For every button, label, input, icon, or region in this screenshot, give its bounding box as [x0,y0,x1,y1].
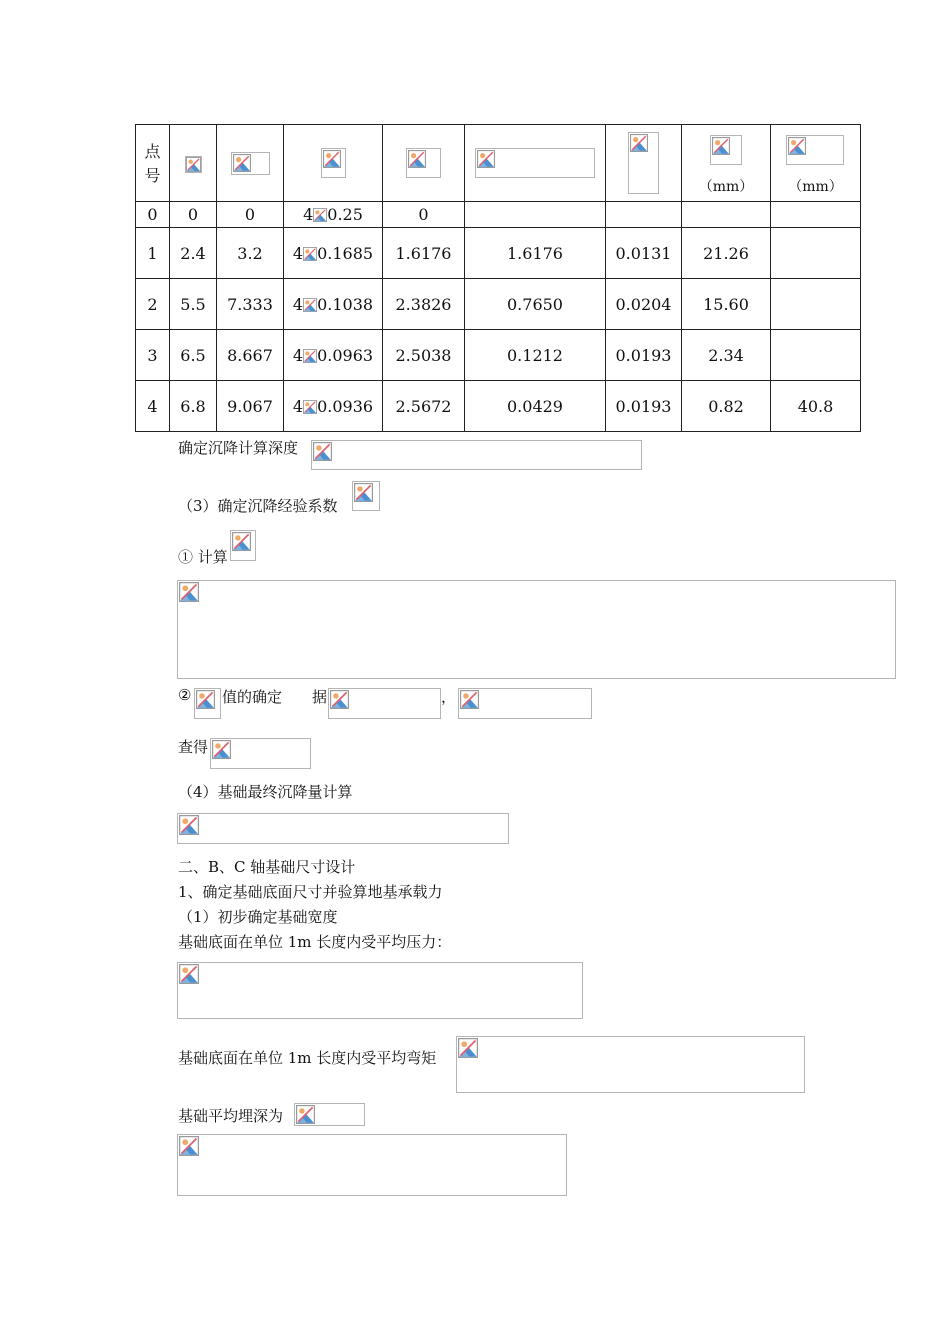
cell-coef: 0.0131 [606,228,682,279]
broken-image-icon [460,690,479,709]
formula-image [710,135,742,165]
broken-image-icon [303,298,317,312]
cell-no: 0 [136,202,170,228]
cell-zalpha: 1.6176 [383,228,465,279]
table-row [136,279,861,330]
cell-z: 6.8 [170,381,217,432]
formula-image [177,962,583,1019]
broken-image-icon [303,349,317,363]
cell-ratio: 0 [217,202,284,228]
formula-image [294,1103,365,1126]
broken-image-icon [179,582,199,602]
broken-image-icon [330,690,349,709]
cell-coef: 0.0204 [606,279,682,330]
step4-heading: （4）基础最终沉降量计算 [178,783,353,801]
cell-ds: 2.34 [682,330,771,381]
broken-image-icon [303,247,317,261]
cell-ds: 0.82 [682,381,771,432]
table-row [136,202,861,228]
broken-image-icon [212,740,231,759]
cell-ds: 21.26 [682,228,771,279]
unit-label: （mm） [698,179,754,195]
broken-image-icon [313,208,327,222]
broken-image-icon [630,134,648,152]
header-point-no: 点号 [136,125,170,202]
lookup-label: 查得 [178,738,209,756]
broken-image-icon [408,150,426,168]
formula-image [311,440,642,470]
step2-label: 值的确定 [222,688,283,706]
comma-text: ， [441,688,457,706]
formula-image [458,688,592,719]
cell-ratio: 3.2 [217,228,284,279]
cell-no: 3 [136,330,170,381]
cell-ratio: 8.667 [217,330,284,381]
broken-image-icon [303,400,317,414]
broken-image-icon [296,1105,315,1124]
header-alpha [284,125,383,202]
cell-zalpha: 0 [383,202,465,228]
formula-image [456,1036,805,1093]
header-coef [606,125,682,202]
settle-depth-label: 确定沉降计算深度 [178,439,299,457]
subsection1-1-heading: （1）初步确定基础宽度 [178,908,338,926]
settle-depth-line [178,437,298,458]
table-row [136,330,861,381]
cell-s [771,330,861,381]
cell-no: 4 [136,381,170,432]
formula-image [185,156,202,173]
header-ratio [217,125,284,202]
broken-image-icon [477,150,495,168]
cell-alpha: 4 0.0936 [284,381,383,432]
header-dzalpha [465,125,606,202]
broken-image-icon [186,157,201,172]
cell-zalpha: 2.5038 [383,330,465,381]
cell-ratio: 9.067 [217,381,284,432]
cell-dzalpha: 0.1212 [465,330,606,381]
broken-image-icon [712,137,730,155]
formula-image [210,738,311,769]
formula-image [786,135,844,165]
cell-z: 5.5 [170,279,217,330]
broken-image-icon [313,442,332,461]
calc1-label: ① 计算 [178,548,228,566]
header-s [771,125,861,202]
broken-image-icon [232,532,251,551]
avg-moment-label: 基础底面在单位 1m 长度内受平均弯矩 [178,1049,437,1067]
table-header-row [136,125,861,202]
cell-ratio: 7.333 [217,279,284,330]
cell-alpha: 4 0.0963 [284,330,383,381]
formula-image [321,148,346,178]
cell-s [771,202,861,228]
formula-image [177,580,896,679]
step2-by-label: 据 [312,688,328,706]
cell-ds: 15.60 [682,279,771,330]
formula-image [231,152,270,175]
cell-coef: 0.0193 [606,330,682,381]
broken-image-icon [788,137,806,155]
avg-pressure-label: 基础底面在单位 1m 长度内受平均压力： [178,933,452,951]
cell-z: 2.4 [170,228,217,279]
formula-image [177,813,509,844]
formula-image [177,1134,567,1196]
cell-dzalpha [465,202,606,228]
header-zalpha [383,125,465,202]
broken-image-icon [233,154,251,172]
broken-image-icon [196,690,215,709]
step2-marker: ② [178,686,192,704]
cell-z: 6.5 [170,330,217,381]
cell-z: 0 [170,202,217,228]
avg-depth-label: 基础平均埋深为 [178,1107,284,1125]
broken-image-icon [323,150,341,168]
table-row [136,228,861,279]
subsection1-heading: 1、确定基础底面尺寸并验算地基承载力 [178,883,443,901]
formula-image [406,148,441,178]
cell-no: 2 [136,279,170,330]
cell-dzalpha: 0.7650 [465,279,606,330]
broken-image-icon [354,483,373,502]
broken-image-icon [179,815,199,835]
broken-image-icon [179,1136,199,1156]
cell-no: 1 [136,228,170,279]
cell-coef [606,202,682,228]
cell-s [771,228,861,279]
cell-ds [682,202,771,228]
formula-image [352,481,380,511]
cell-s: 40.8 [771,381,861,432]
table-row [136,381,861,432]
cell-alpha: 4 0.25 [284,202,383,228]
cell-dzalpha: 1.6176 [465,228,606,279]
cell-alpha: 4 0.1038 [284,279,383,330]
cell-s [771,279,861,330]
cell-zalpha: 2.3826 [383,279,465,330]
formula-image [475,148,595,178]
cell-alpha: 4 0.1685 [284,228,383,279]
broken-image-icon [179,964,199,984]
settlement-table [135,124,861,432]
formula-image [194,688,221,719]
cell-zalpha: 2.5672 [383,381,465,432]
header-ds [682,125,771,202]
formula-image [628,132,659,194]
unit-label: （mm） [788,179,843,195]
header-z [170,125,217,202]
formula-image [328,688,441,719]
section2-heading: 二、B、C 轴基础尺寸设计 [178,858,356,876]
broken-image-icon [458,1038,478,1058]
formula-image [230,530,256,561]
cell-dzalpha: 0.0429 [465,381,606,432]
cell-coef: 0.0193 [606,381,682,432]
step3-heading: （3）确定沉降经验系数 [178,497,338,515]
